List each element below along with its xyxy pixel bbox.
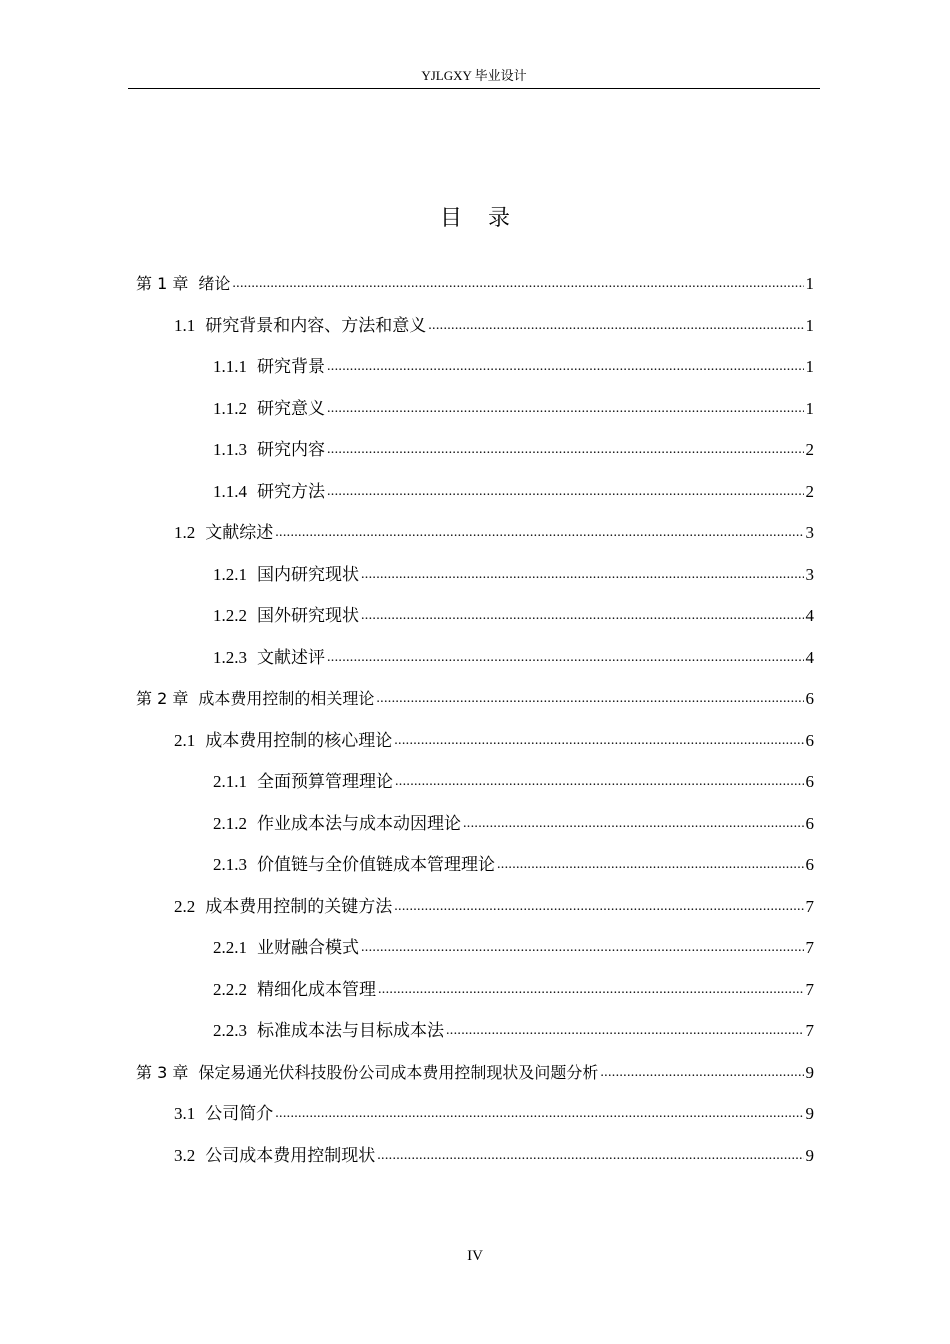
- toc-entry-number: 第 2 章: [136, 689, 189, 708]
- toc-entry-number: 2.1: [174, 730, 196, 750]
- toc-entry-number: 2.1.3: [213, 855, 247, 874]
- toc-entry-title: 成本费用控制的关键方法: [205, 896, 393, 916]
- toc-entry-page: 4: [805, 647, 814, 667]
- toc-entry-number: 1.2: [174, 523, 196, 542]
- toc-dot-leader: [327, 647, 804, 669]
- toc-entry-title: 业财融合模式: [257, 938, 359, 957]
- toc-entry-title: 研究方法: [257, 481, 325, 501]
- toc-entry-number: 3.2: [174, 1145, 196, 1165]
- toc-entry[interactable]: [136, 265, 814, 295]
- toc-entry-page: 9: [805, 1062, 814, 1082]
- title-char-1: 目: [439, 205, 462, 230]
- toc-entry-page: 2: [805, 481, 814, 501]
- toc-entry[interactable]: [213, 348, 814, 378]
- toc-dot-leader: [394, 896, 803, 918]
- toc-dot-leader: [378, 979, 804, 1001]
- toc-entry-page: 6: [805, 813, 814, 833]
- toc-entry-page: 1: [805, 274, 814, 293]
- toc-entry-title: 保定易通光伏科技股份公司成本费用控制现状及问题分析: [198, 1062, 599, 1082]
- toc-entry-number: 1.1.4: [213, 481, 247, 501]
- toc-dot-leader: [394, 730, 803, 752]
- toc-entry-title: 国内研究现状: [257, 564, 359, 584]
- toc-entry-page: 3: [805, 564, 814, 584]
- toc-dot-leader: [327, 439, 804, 461]
- header-rule: [128, 88, 820, 89]
- toc-dot-leader: [428, 315, 803, 337]
- toc-entry-title: 成本费用控制的核心理论: [205, 730, 393, 750]
- toc-entry-number: 2.2.2: [213, 979, 247, 999]
- toc-dot-leader: [361, 564, 804, 586]
- toc-entry-page: 9: [805, 1145, 814, 1165]
- toc-entry-page: 2: [805, 440, 814, 459]
- toc-dot-leader: [600, 1062, 803, 1084]
- toc-entry-number: 1.2.2: [213, 606, 247, 625]
- toc-entry-title: 研究意义: [257, 398, 325, 418]
- toc-dot-leader: [327, 481, 804, 503]
- toc-entry-page: 6: [805, 772, 814, 791]
- toc-entry[interactable]: [213, 390, 814, 420]
- toc-entry[interactable]: [174, 307, 814, 337]
- toc-dot-leader: [275, 1103, 803, 1125]
- toc-entry-number: 2.2: [174, 896, 196, 916]
- toc-entry-title: 研究背景和内容、方法和意义: [205, 315, 427, 335]
- toc-entry-page: 3: [805, 523, 814, 542]
- toc-entry-page: 9: [805, 1104, 814, 1123]
- toc-dot-leader: [232, 273, 803, 295]
- toc-entry[interactable]: [213, 556, 814, 586]
- toc-dot-leader: [361, 605, 804, 627]
- toc-entry[interactable]: [213, 431, 814, 461]
- toc-entry[interactable]: [136, 680, 814, 710]
- running-header: YJLGXY 毕业设计: [421, 68, 527, 83]
- title-char-2: 录: [488, 205, 511, 230]
- toc-entry-title: 标准成本法与目标成本法: [257, 1021, 444, 1040]
- toc-dot-leader: [377, 1145, 803, 1167]
- toc-entry[interactable]: [213, 597, 814, 627]
- toc-dot-leader: [395, 771, 804, 793]
- toc-entry-number: 1.1: [174, 315, 196, 335]
- toc-entry[interactable]: [213, 846, 814, 876]
- toc-entry-number: 2.1.2: [213, 813, 247, 833]
- toc-entry-title: 公司简介: [205, 1104, 274, 1123]
- toc-entry-title: 国外研究现状: [257, 606, 359, 625]
- toc-entry[interactable]: [174, 1095, 814, 1125]
- toc-dot-leader: [463, 813, 804, 835]
- toc-dot-leader: [275, 522, 803, 544]
- toc-entry-page: 7: [805, 979, 814, 999]
- toc-entry-number: 1.1.3: [213, 440, 247, 459]
- toc-entry-page: 1: [805, 315, 814, 335]
- toc-entry[interactable]: [174, 1137, 814, 1167]
- toc-entry-page: 6: [805, 689, 814, 708]
- toc-entry[interactable]: [174, 514, 814, 544]
- toc-entry-title: 文献综述: [205, 523, 274, 542]
- toc-dot-leader: [446, 1020, 804, 1042]
- toc-entry-title: 研究背景: [257, 357, 325, 376]
- toc-entry-page: 7: [805, 938, 814, 957]
- toc-dot-leader: [376, 688, 803, 710]
- toc-entry-number: 1.1.1: [213, 357, 247, 376]
- page-title: [0, 203, 950, 233]
- toc-dot-leader: [361, 937, 804, 959]
- toc-entry-title: 成本费用控制的相关理论: [198, 689, 375, 708]
- page-number: IV: [467, 1248, 483, 1264]
- toc-entry[interactable]: [213, 971, 814, 1001]
- toc-entry-number: 2.2.3: [213, 1021, 247, 1040]
- toc-dot-leader: [327, 356, 804, 378]
- toc-entry-title: 绪论: [198, 274, 231, 293]
- toc-entry-page: 6: [805, 855, 814, 874]
- toc-entry[interactable]: [174, 722, 814, 752]
- toc-entry[interactable]: [174, 888, 814, 918]
- toc-entry[interactable]: [213, 1012, 814, 1042]
- toc-entry-title: 作业成本法与成本动因理论: [257, 813, 461, 833]
- toc-dot-leader: [497, 854, 804, 876]
- toc-entry-number: 3.1: [174, 1104, 196, 1123]
- toc-entry-title: 公司成本费用控制现状: [205, 1145, 376, 1165]
- toc-entry-title: 全面预算管理理论: [257, 772, 393, 791]
- toc-entry-page: 7: [805, 1021, 814, 1040]
- toc-entry-title: 精细化成本管理: [257, 979, 376, 999]
- toc-entry-title: 价值链与全价值链成本管理理论: [257, 855, 495, 874]
- toc-entry[interactable]: [213, 805, 814, 835]
- toc-entry[interactable]: [213, 929, 814, 959]
- toc-entry-title: 研究内容: [257, 440, 325, 459]
- toc-entry-page: 4: [805, 606, 814, 625]
- toc-entry-number: 1.2.1: [213, 564, 247, 584]
- toc-entry-number: 1.1.2: [213, 398, 247, 418]
- toc-entry-page: 6: [805, 730, 814, 750]
- toc-entry-page: 7: [805, 896, 814, 916]
- toc-entry[interactable]: [213, 639, 814, 669]
- toc-dot-leader: [327, 398, 804, 420]
- toc-entry-title: 文献述评: [257, 647, 325, 667]
- toc-entry-number: 第 1 章: [136, 274, 189, 293]
- toc-entry[interactable]: [213, 763, 814, 793]
- toc-entry-number: 2.1.1: [213, 772, 247, 791]
- toc-entry-number: 第 3 章: [136, 1062, 189, 1082]
- toc-entry-number: 1.2.3: [213, 647, 247, 667]
- toc-entry-number: 2.2.1: [213, 938, 247, 957]
- toc-entry[interactable]: [213, 473, 814, 503]
- toc-entry[interactable]: [136, 1054, 814, 1084]
- toc-entry-page: 1: [805, 357, 814, 376]
- toc-entry-page: 1: [805, 398, 814, 418]
